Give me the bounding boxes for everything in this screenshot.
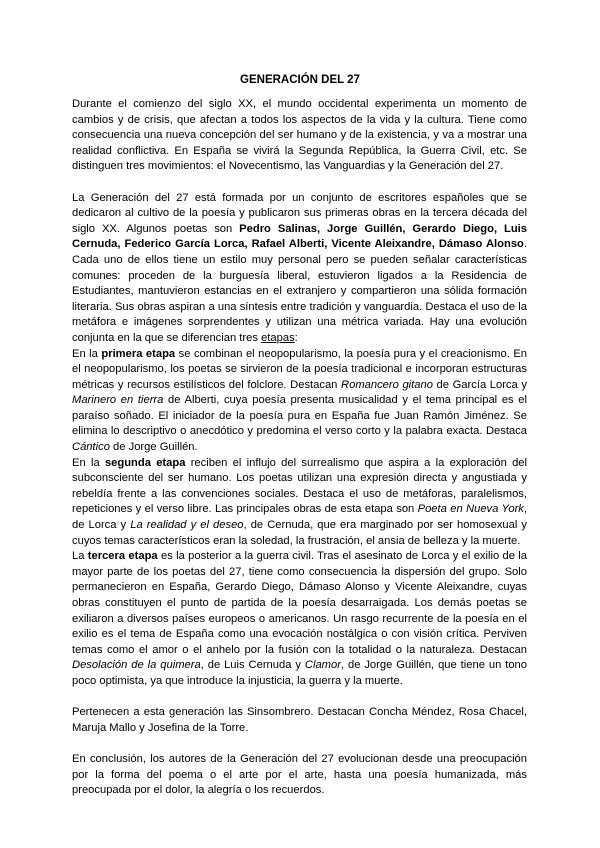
text-run: . Cada uno de ellos tiene un estilo muy personal pero se pueden señalar características comunes: proceden de la burguesía liberal, estuvieron ligados a la Residencia de Estudiantes, mantuvieron estancias en el extranjero y compartieron una sólida formación literaria. Sus obras aspiran a una síntesis entre tradición y vanguardia. Destaca el uso de la metáfora e imágenes sorprendentes y utilizan una métrica variada. Hay una evolución conjunta en la que se diferencian tres	[72, 238, 527, 344]
third-stage-paragraph	[72, 549, 527, 689]
sinsombrero-paragraph: Pertenecen a esta generación las Sinsombrero. Destacan Concha Méndez, Rosa Chacel, Maruja Mallo y Josefina de la Torre.	[72, 706, 527, 734]
work-title: La realidad y el deseo	[130, 519, 244, 532]
work-title: Romancero gitano	[341, 378, 433, 391]
text-run: :	[294, 331, 298, 344]
text-run: , de Luis Cernuda y	[200, 659, 305, 672]
generation-paragraph	[72, 191, 527, 347]
text-run: se combinan el neopopularismo, la poesía pura y el creacionismo. En el neopopularismo, los poetas se sirvieron de la poesía tradicional e incorporan estructuras métricas y recursos estilísticos del folclore. Destacan	[72, 347, 528, 391]
paragraph-gap	[72, 736, 527, 752]
document-body	[72, 97, 527, 799]
work-title: Clamor	[304, 659, 341, 672]
work-title: Marinero en tierra	[72, 394, 164, 407]
etapas-underlined: etapas	[261, 331, 295, 344]
second-stage-paragraph	[72, 456, 527, 550]
stage-heading: primera etapa	[101, 347, 176, 360]
text-run: En la	[72, 347, 102, 360]
poets-list: Pedro Salinas, Jorge Guillén, Gerardo Diego, Luis Cernuda, Federico García Lorca, Rafael Alberti, Vicente Aleixandre, Dámaso Alonso	[72, 222, 527, 251]
text-run: es la posterior a la guerra civil. Tras el asesinato de Lorca y el exilio de la mayor parte de los poetas del 27, tiene como consecuencia la dispersión del grupo. Solo permanecieron en España, Gerardo Diego, Dámaso Alonso y Vicente Aleixandre, cuyas obras constituyen el punto de partida de la poesía desarraigada. Los demás poetas se exiliaron a diversos países europeos o americanos. Un rasgo recurrente de la poesía en el exilio es el tema de España como una evocación nostálgica o con visión crítica. Perviven temas como el amor o el anhelo por la fusión con la totalidad o la naturaleza. Destacan	[72, 550, 527, 656]
text-run: En la	[72, 456, 105, 469]
text-run: La	[72, 550, 88, 563]
text-run: reciben el influjo del surrealismo que aspira a la exploración del subconsciente del ser humano. Los poetas utilizan una expresión directa y angustiada y rebeldía frente a las convenciones sociales. Destaca el uso de metáforas, paralelismos, repeticiones y el verso libre. Las principales obras de esta etapa son	[72, 456, 527, 516]
text-run: de García Lorca y	[432, 378, 527, 391]
paragraph-gap	[72, 175, 527, 191]
conclusion-paragraph: En conclusión, los autores de la Generación del 27 evolucionan desde una preocupación por la forma del poema o el arte por el arte, hasta una poesía humanizada, más preocupada por el dolor, la alegría o los recuerdos.	[72, 752, 527, 797]
intro-paragraph: Durante el comienzo del siglo XX, el mundo occidental experimenta un momento de cambios y de crisis, que afectan a todos los aspectos de la vida y la cultura. Tiene como consecuencia una nueva concepción del ser humano y de la existencia, y va a mostrar una realidad conflictiva. En España se vivirá la Segunda República, la Guerra Civil, etc. Se distinguen tres movimientos: el Novecentismo, las Vanguardias y la Generación del 27.	[72, 98, 527, 173]
work-title: Cántico	[72, 441, 110, 454]
text-run: , de Jorge Guillén, que tiene un tono poco optimista, ya que introduce la injusticia, la guerra y la muerte.	[72, 659, 527, 687]
page-title: GENERACIÓN DEL 27	[240, 74, 360, 86]
stage-heading: segunda etapa	[104, 456, 186, 469]
first-stage-paragraph	[72, 347, 527, 456]
text-run: de Alberti, cuya poesía presenta musicalidad y el tema principal es el paraíso soñado. El iniciador de la poesía pura en España fue Juan Ramón Jiménez. Se elimina lo descriptivo o anecdótico y predomina el verso corto y la palabra exacta. Destaca	[72, 394, 527, 438]
text-run: , de Cernuda, que era marginado por ser homosexual y cuyos temas característicos eran la soledad, la frustración, el ansia de belleza y la muerte.	[72, 519, 527, 547]
paragraph-gap	[72, 690, 527, 706]
text-run: de Jorge Guillén.	[109, 441, 198, 454]
text-run: , de Lorca y	[72, 503, 528, 532]
work-title: Poeta en Nueva York	[417, 503, 524, 516]
stage-heading: tercera etapa	[87, 550, 158, 563]
text-run: La Generación del 27 está formada por un conjunto de escritores españoles que se dedicaron al cultivo de la poesía y publicaron sus primeras obras en la tercera década del siglo XX. Algunos poetas son	[72, 191, 527, 235]
work-title: Desolación de la quimera	[72, 659, 201, 672]
